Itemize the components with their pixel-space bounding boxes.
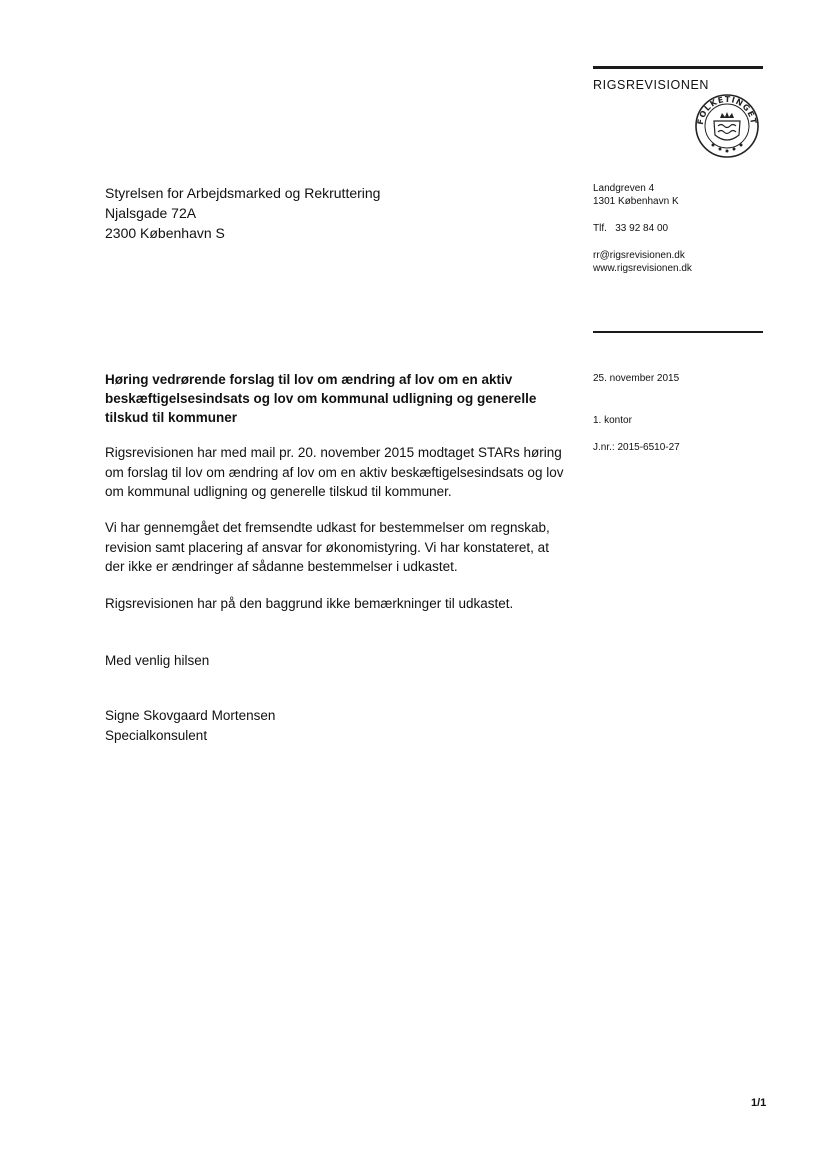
phone-label: Tlf. <box>593 223 607 234</box>
signer-title: Specialkonsulent <box>105 728 208 743</box>
recipient-line1: Styrelsen for Arbejdsmarked og Rekruttering <box>105 185 381 201</box>
paragraph-1: Rigsrevisionen har med mail pr. 20. november 2015 modtaget STARs høring om forslag til lov om ændring af lov om en aktiv beskæftigelsesindsats og lov om kommunal udligning og generelle tilskud til kommuner. <box>105 445 564 499</box>
phone-number: 33 92 84 00 <box>615 223 669 234</box>
sender-phone <box>593 222 668 235</box>
sender-web: www.rigsrevisionen.dk <box>593 263 692 274</box>
signer-name: Signe Skovgaard Mortensen <box>105 708 276 723</box>
recipient-line2: Njalsgade 72A <box>105 205 197 221</box>
letter-date: 25. november 2015 <box>593 373 680 384</box>
letter-subject: Høring vedrørende forslag til lov om ændring af lov om en aktiv beskæftigelsesindsats og lov om kommunal udligning og generelle tilskud til kommuner <box>105 372 537 425</box>
org-name: RIGSREVISIONEN <box>593 78 710 92</box>
sender-street: Landgreven 4 <box>593 183 655 194</box>
sender-email: rr@rigsrevisionen.dk <box>593 250 685 261</box>
header-rule <box>593 66 763 69</box>
folketinget-seal-icon <box>694 93 760 159</box>
sender-city: 1301 København K <box>593 196 679 207</box>
recipient-line3: 2300 København S <box>105 225 225 241</box>
paragraph-2: Vi har gennemgået det fremsendte udkast for bestemmelser om regnskab, revision samt placering af ansvar for økonomistyring. Vi har konstateret, at der ikke er ændringer af sådanne bestemmelser i udkastet. <box>105 520 550 574</box>
closing: Med venlig hilsen <box>105 653 210 668</box>
sender-contact <box>593 249 692 275</box>
recipient-address <box>105 183 380 243</box>
journal-number: J.nr.: 2015-6510-27 <box>593 442 680 453</box>
section-rule <box>593 331 763 333</box>
seal-text: FOLKETINGET <box>695 94 759 126</box>
letter-office: 1. kontor <box>593 415 632 426</box>
paragraph-3: Rigsrevisionen har på den baggrund ikke bemærkninger til udkastet. <box>105 596 514 611</box>
sender-address <box>593 182 679 208</box>
page-number: 1/1 <box>751 1097 767 1109</box>
